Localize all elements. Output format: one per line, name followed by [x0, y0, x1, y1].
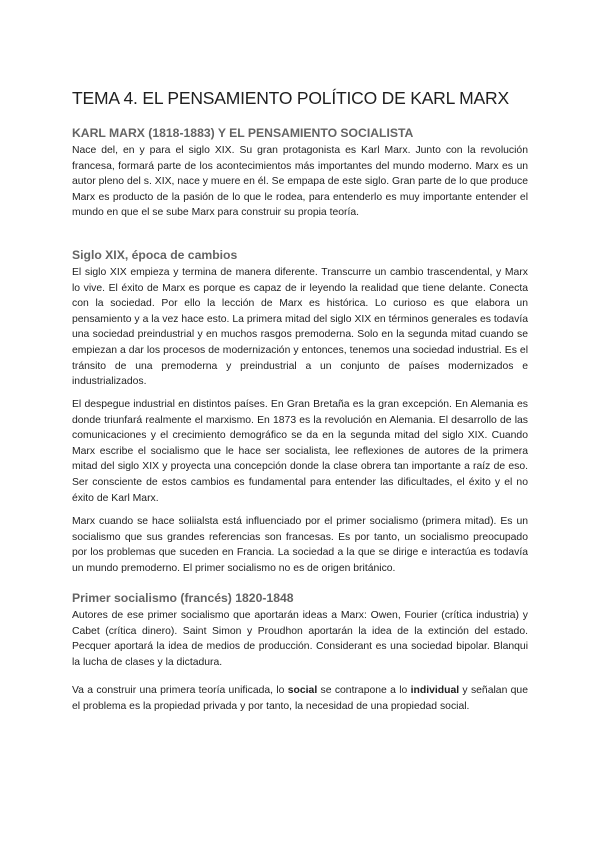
paragraph-siglo-xix-1: El siglo XIX empieza y termina de manera diferente. Transcurre un cambio trascendental, y Marx lo vive. El éxito de Marx es porque es capaz de ir leyendo la realidad que tiene delante. Conecta con la sociedad. Por ello la lección de Marx es histórica. Lo curioso es que elabora un pensamiento y a la vez hace esto. La primera mitad del siglo XIX en términos generales es todavía una sociedad preindustrial y en muchos rasgos premoderna. Solo en la segunda mitad cuando se empiezan a dar los procesos de modernización y entonces, tenemos una sociedad industrial. Es el tránsito de una premoderna y preindustrial a un conjunto de países modernizados e industrializados.	[72, 267, 528, 388]
paragraph-primer-socialismo-2	[72, 683, 528, 714]
paragraph-intro: Nace del, en y para el siglo XIX. Su gran protagonista es Karl Marx. Junto con la revolución francesa, formará parte de los acontecimientos más importantes del mundo moderno. Marx es un autor pleno del s. XIX, nace y muere en él. Se empapa de este siglo. Gran parte de lo que produce Marx es producto de la pasión de lo que le rodea, para entenderlo es muy importante entender el mundo en que el se sube Marx para construir su propia teoría.	[72, 145, 528, 219]
section-heading-siglo-xix: Siglo XIX, época de cambios	[72, 248, 238, 262]
text-span: Va a construir una primera teoría unificada, lo	[72, 685, 288, 696]
section-heading-primer-socialismo: Primer socialismo (francés) 1820-1848	[72, 591, 294, 605]
document-title: TEMA 4. EL PENSAMIENTO POLÍTICO DE KARL MARX	[72, 88, 509, 108]
bold-term-social: social	[287, 685, 318, 696]
paragraph-primer-socialismo-1: Autores de ese primer socialismo que aportarán ideas a Marx: Owen, Fourier (crítica industria) y Cabet (crítica dinero). Saint Simon y Proudhon aportarán la idea de la extinción del estado. Pecquer aportará la idea de medios de producción. Considerant es una sociedad bipolar. Blanqui la lucha de clases y la dictadura.	[72, 610, 528, 668]
bold-term-individual: individual	[410, 685, 460, 696]
text-span: se contrapone a lo	[317, 685, 411, 696]
section-heading-karl-marx: KARL MARX (1818-1883) Y EL PENSAMIENTO SOCIALISTA	[72, 126, 414, 140]
paragraph-siglo-xix-2: El despegue industrial en distintos países. En Gran Bretaña es la gran excepción. En Alemania es donde triunfará realmente el marxismo. En 1873 es la revolución en Alemania. El desarrollo de las comunicaciones y el crecimiento demográfico se da en la segunda mitad del siglo XIX. Cuando Marx escribe el socialismo que le hace ser socialista, lee reflexiones de autores de la primera mitad del siglo XIX y proyecta una concepción donde la clase obrera tan importante a raíz de eso. Ser consciente de estos cambios es fundamental para entender las dificultades, el éxito y el no éxito de Karl Marx.	[72, 399, 528, 504]
paragraph-siglo-xix-3: Marx cuando se hace soliialsta está influenciado por el primer socialismo (primera mitad). Es un socialismo que sus grandes referencias son francesas. Es por tanto, un socialismo preocupado por los problemas que suceden en Francia. La sociedad a la que se dirige e interactúa es todavía un mundo premoderno. El primer socialismo no es de origen británico.	[72, 516, 528, 574]
text-span: y señalan que el problema es la propiedad privada y por tanto, la necesidad de una propiedad social.	[72, 685, 528, 712]
